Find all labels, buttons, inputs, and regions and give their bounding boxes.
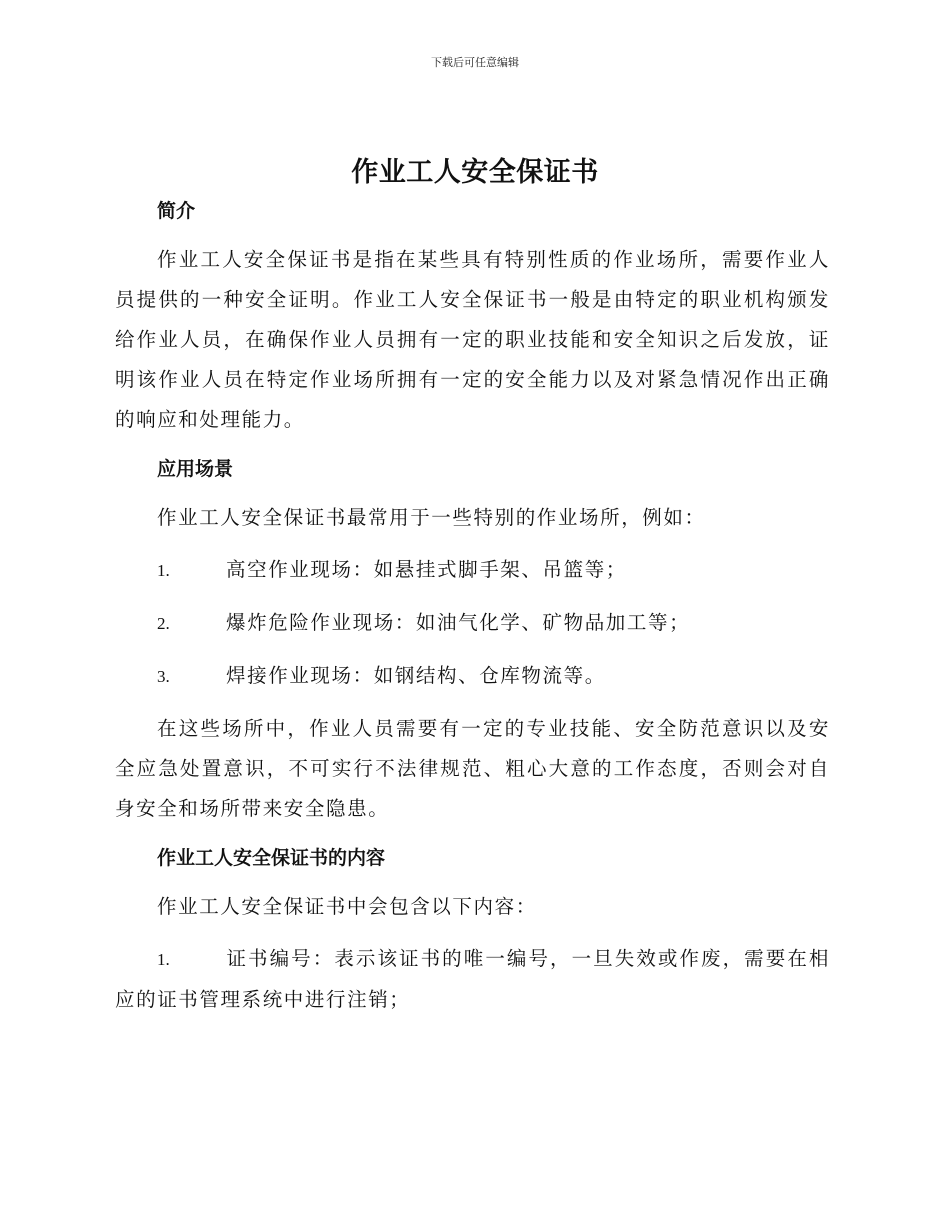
list-item-text: 高空作业现场：如悬挂式脚手架、吊篮等； xyxy=(226,558,627,581)
intro-paragraph: 作业工人安全保证书是指在某些具有特别性质的作业场所，需要作业人员提供的一种安全证明。作业工人安全保证书一般是由特定的职业机构颁发给作业人员，在确保作业人员拥有一定的职业技能和安全知识之后发放，证明该作业人员在特定作业场所拥有一定的安全能力以及对紧急情况作出正确的响应和处理能力。 xyxy=(115,248,830,431)
section-heading-intro: 简介 xyxy=(157,200,196,222)
page-header-note: 下载后可任意编辑 xyxy=(431,56,519,69)
section-heading-contents: 作业工人安全保证书的内容 xyxy=(157,847,386,869)
document-body xyxy=(115,194,830,1020)
list-item-number: 3. xyxy=(157,667,170,686)
contents-lead-paragraph: 作业工人安全保证书中会包含以下内容： xyxy=(157,895,537,918)
list-item-text: 证书编号：表示该证书的唯一编号，一旦失效或作废，需要在相应的证书管理系统中进行注销； xyxy=(115,947,830,1011)
scenario-list-item xyxy=(115,550,830,591)
list-item-text: 爆炸危险作业现场：如油气化学、矿物品加工等； xyxy=(226,611,691,634)
list-item-number: 1. xyxy=(157,950,170,969)
scenario-list-item xyxy=(115,603,830,644)
list-item-text: 焊接作业现场：如钢结构、仓库物流等。 xyxy=(226,664,606,687)
scenarios-lead-paragraph: 作业工人安全保证书最常用于一些特别的作业场所，例如： xyxy=(157,506,706,529)
scenarios-closing-paragraph: 在这些场所中，作业人员需要有一定的专业技能、安全防范意识以及安全应急处置意识，不可实行不法律规范、粗心大意的工作态度，否则会对自身安全和场所带来安全隐患。 xyxy=(115,717,830,820)
section-heading-scenarios: 应用场景 xyxy=(157,458,234,480)
list-item-number: 1. xyxy=(157,561,170,580)
document-title: 作业工人安全保证书 xyxy=(351,157,599,188)
scenario-list-item xyxy=(115,656,830,697)
list-item-number: 2. xyxy=(157,614,170,633)
contents-list-item xyxy=(115,939,830,1020)
